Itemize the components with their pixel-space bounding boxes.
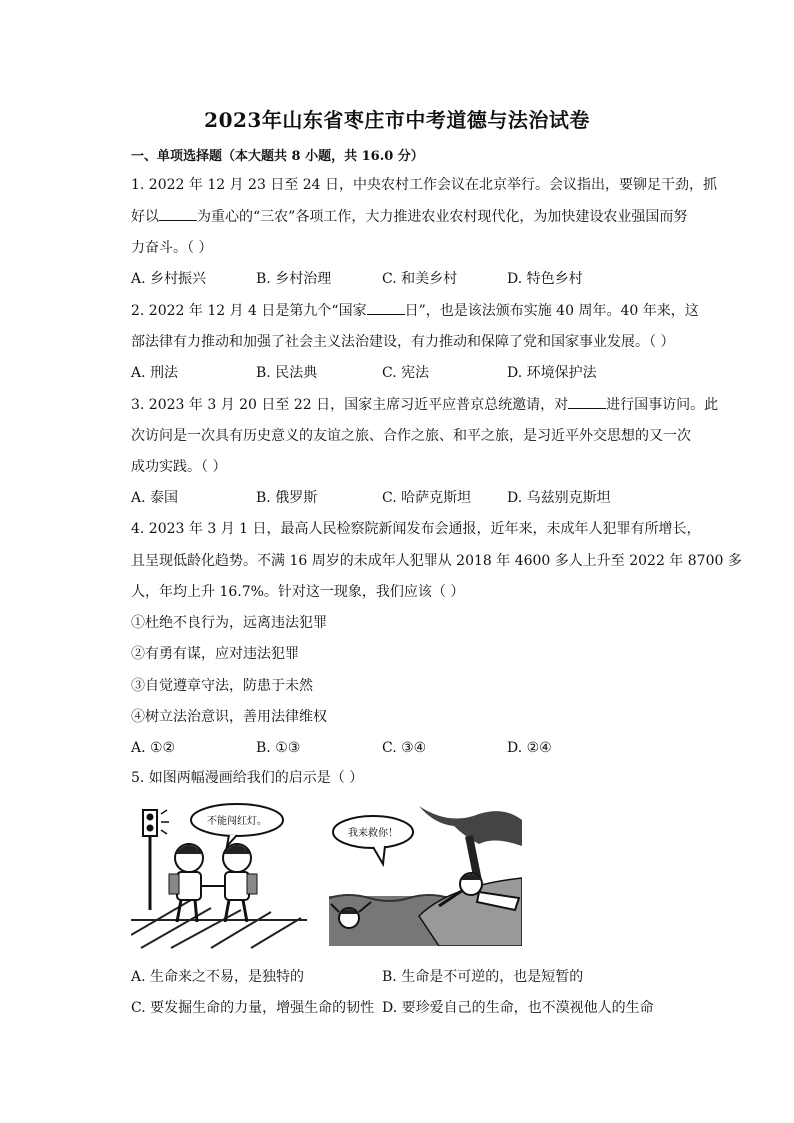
option-c[interactable]: C. 要发掘生命的力量，增强生命的韧性 <box>131 1000 375 1016</box>
q4-item-3: ③自觉遵章守法，防患于未然 <box>131 678 313 694</box>
option-a[interactable]: A. ①② <box>131 740 176 756</box>
answer-blank <box>159 208 197 221</box>
option-a[interactable]: A. 刑法 <box>131 365 179 381</box>
option-a[interactable]: A. 乡村振兴 <box>131 271 207 287</box>
option-c[interactable]: C. 宪法 <box>382 365 430 381</box>
q1-line2: 好以 为重心的“三农”各项工作，大力推进农业农村现代化，为加快建设农业强国而努 <box>131 209 688 225</box>
q3-line2: 次访问是一次具有历史意义的友谊之旅、合作之旅、和平之旅，是习近平外交思想的又一次 <box>131 428 691 444</box>
answer-blank <box>568 396 606 409</box>
option-c[interactable]: C. 哈萨克斯坦 <box>382 490 472 506</box>
q2-line2: 部法律有力推动和加强了社会主义法治建设，有力推动和保障了党和国家事业发展。（ ） <box>131 334 675 350</box>
option-d[interactable]: D. 乌兹别克斯坦 <box>507 490 611 506</box>
q4-item-1: ①杜绝不良行为，远离违法犯罪 <box>131 615 327 631</box>
option-d[interactable]: D. ②④ <box>507 740 552 756</box>
q5-line1: 5. 如图两幅漫画给我们的启示是（ ） <box>131 770 364 786</box>
comic-water-rescue <box>329 806 522 946</box>
option-a[interactable]: A. 泰国 <box>131 490 179 506</box>
option-d[interactable]: D. 要珍爱自己的生命，也不漠视他人的生命 <box>382 1000 654 1016</box>
q4-line3: 人，年均上升 16.7%。针对这一现象，我们应该（ ） <box>131 584 465 600</box>
q4-line2: 且呈现低龄化趋势。不满 16 周岁的未成年人犯罪从 2018 年 4600 多人上升至 2022 年 8700 多 <box>131 553 742 569</box>
option-b[interactable]: B. 生命是不可逆的，也是短暂的 <box>382 969 584 985</box>
option-b[interactable]: B. 俄罗斯 <box>256 490 318 506</box>
option-b[interactable]: B. 民法典 <box>256 365 318 381</box>
comic-traffic-light <box>131 800 307 950</box>
option-c[interactable]: C. ③④ <box>382 740 427 756</box>
section-heading: 一、单项选择题（本大题共 8 小题，共 16.0 分） <box>131 149 424 164</box>
q4-line1: 4. 2023 年 3 月 1 日，最高人民检察院新闻发布会通报，近年来，未成年人犯罪有所增长， <box>131 521 701 537</box>
q1-line3: 力奋斗。（ ） <box>131 240 213 256</box>
q1-line1: 1. 2022 年 12 月 23 日至 24 日，中央农村工作会议在北京举行。会议指出，要铆足干劲，抓 <box>131 177 718 193</box>
option-a[interactable]: A. 生命来之不易，是独特的 <box>131 969 305 985</box>
option-c[interactable]: C. 和美乡村 <box>382 271 458 287</box>
q4-item-2: ②有勇有谋，应对违法犯罪 <box>131 646 299 662</box>
q2-line1: 2. 2022 年 12 月 4 日是第九个“国家 日”，也是该法颁布实施 40 周年。40 年来，这 <box>131 303 699 319</box>
option-b[interactable]: B. 乡村治理 <box>256 271 332 287</box>
bubble-text: 我来救你！ <box>348 828 398 839</box>
bubble-text: 不能闯红灯。 <box>207 816 267 827</box>
option-b[interactable]: B. ①③ <box>256 740 301 756</box>
q3-line3: 成功实践。（ ） <box>131 459 227 475</box>
q4-item-4: ④树立法治意识，善用法律维权 <box>131 709 327 725</box>
option-d[interactable]: D. 环境保护法 <box>507 365 597 381</box>
option-d[interactable]: D. 特色乡村 <box>507 271 583 287</box>
page-title: 2023年山东省枣庄市中考道德与法治试卷 <box>204 108 590 132</box>
answer-blank <box>367 302 405 315</box>
q3-line1: 3. 2023 年 3 月 20 日至 22 日，国家主席习近平应普京总统邀请，对 进行国事访问。此 <box>131 397 719 413</box>
